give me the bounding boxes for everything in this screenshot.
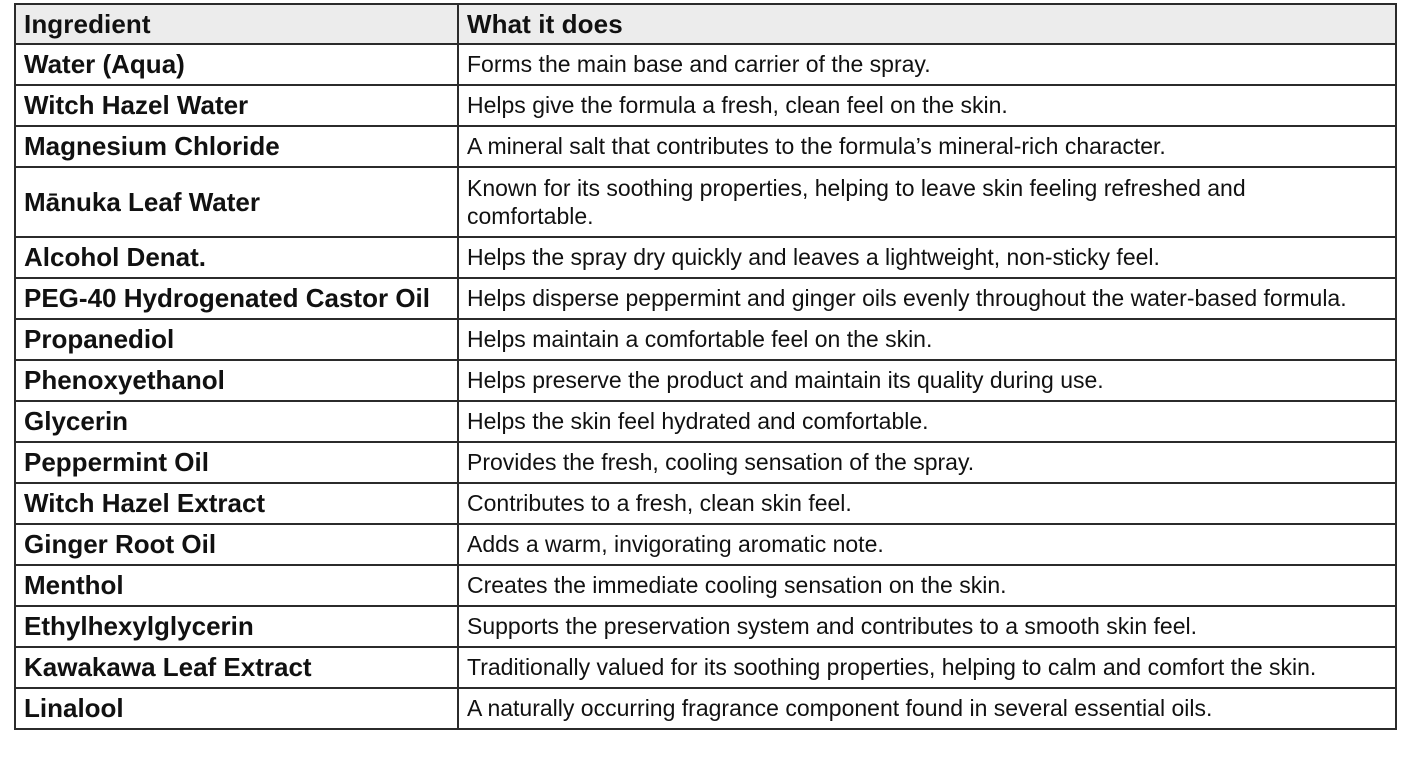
table-row [15, 565, 1396, 606]
description-cell: Helps disperse peppermint and ginger oils evenly throughout the water-based formula. [458, 278, 1396, 319]
table-row [15, 44, 1396, 85]
ingredient-cell: Ginger Root Oil [15, 524, 458, 565]
ingredient-cell: Alcohol Denat. [15, 237, 458, 278]
description-cell: A naturally occurring fragrance component found in several essential oils. [458, 688, 1396, 729]
ingredients-table-container [14, 3, 1395, 730]
description-cell: Traditionally valued for its soothing properties, helping to calm and comfort the skin. [458, 647, 1396, 688]
description-cell: Helps the spray dry quickly and leaves a lightweight, non-sticky feel. [458, 237, 1396, 278]
description-cell: Known for its soothing properties, helping to leave skin feeling refreshed and comfortable. [458, 167, 1396, 237]
ingredient-cell: Propanediol [15, 319, 458, 360]
description-cell: Forms the main base and carrier of the spray. [458, 44, 1396, 85]
ingredient-cell: Ethylhexylglycerin [15, 606, 458, 647]
table-row [15, 647, 1396, 688]
table-row [15, 442, 1396, 483]
ingredient-cell: Peppermint Oil [15, 442, 458, 483]
header-ingredient: Ingredient [15, 4, 458, 44]
ingredient-cell: Witch Hazel Water [15, 85, 458, 126]
table-row [15, 237, 1396, 278]
table-row [15, 85, 1396, 126]
description-cell: Adds a warm, invigorating aromatic note. [458, 524, 1396, 565]
description-cell: Helps preserve the product and maintain its quality during use. [458, 360, 1396, 401]
description-cell: A mineral salt that contributes to the formula’s mineral-rich character. [458, 126, 1396, 167]
ingredient-cell: Menthol [15, 565, 458, 606]
table-row [15, 278, 1396, 319]
description-cell: Helps give the formula a fresh, clean feel on the skin. [458, 85, 1396, 126]
table-header-row [15, 4, 1396, 44]
ingredient-cell: Witch Hazel Extract [15, 483, 458, 524]
ingredient-cell: Linalool [15, 688, 458, 729]
ingredient-cell: Water (Aqua) [15, 44, 458, 85]
ingredients-table [14, 3, 1397, 730]
table-row [15, 167, 1396, 237]
description-cell: Creates the immediate cooling sensation on the skin. [458, 565, 1396, 606]
ingredient-cell: Phenoxyethanol [15, 360, 458, 401]
ingredient-cell: Mānuka Leaf Water [15, 167, 458, 237]
description-cell: Contributes to a fresh, clean skin feel. [458, 483, 1396, 524]
table-row [15, 688, 1396, 729]
table-row [15, 126, 1396, 167]
description-cell: Supports the preservation system and contributes to a smooth skin feel. [458, 606, 1396, 647]
table-row [15, 606, 1396, 647]
description-cell: Helps the skin feel hydrated and comfortable. [458, 401, 1396, 442]
description-cell: Provides the fresh, cooling sensation of the spray. [458, 442, 1396, 483]
table-row [15, 319, 1396, 360]
table-row [15, 524, 1396, 565]
ingredient-cell: Glycerin [15, 401, 458, 442]
description-cell: Helps maintain a comfortable feel on the skin. [458, 319, 1396, 360]
table-row [15, 483, 1396, 524]
ingredient-cell: PEG-40 Hydrogenated Castor Oil [15, 278, 458, 319]
header-what-it-does: What it does [458, 4, 1396, 44]
ingredient-cell: Kawakawa Leaf Extract [15, 647, 458, 688]
ingredient-cell: Magnesium Chloride [15, 126, 458, 167]
table-row [15, 401, 1396, 442]
table-row [15, 360, 1396, 401]
